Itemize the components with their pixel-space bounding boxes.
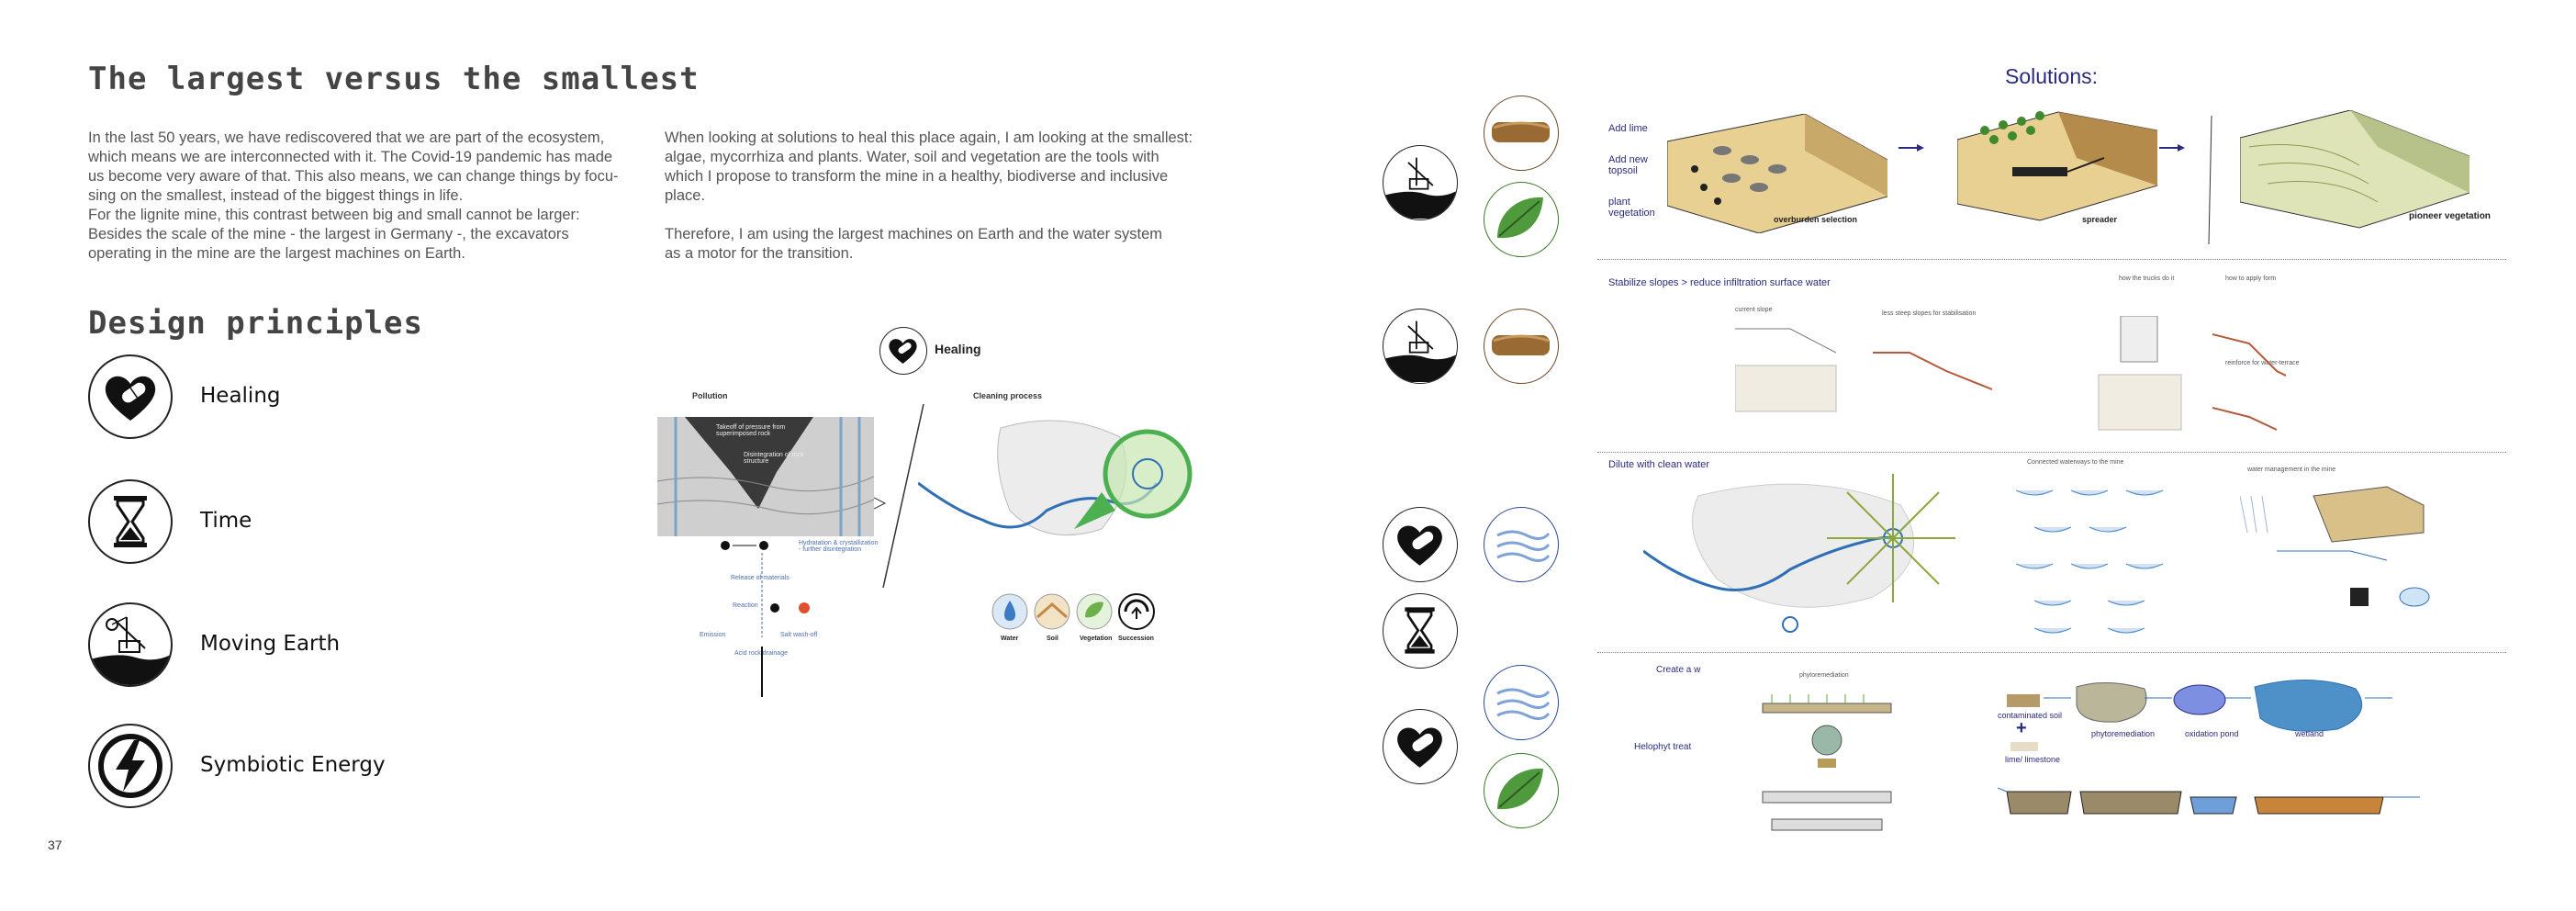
intro-line: sing on the smallest, instead of the biggest things in life. [88,187,464,204]
treatment-section [1998,782,2429,828]
plus-symbol: + [2016,718,2027,738]
row1-label-vegetation: plant vegetation [1608,197,1655,219]
excavator-icon [88,602,173,687]
intro-line: operating in the mine are the largest machines on Earth. [88,245,465,262]
intro-line: In the last 50 years, we have rediscovered that we are part of the ecosystem, [88,129,605,146]
note-apply-form: how to apply form [2225,276,2277,282]
intro-column-2 [665,129,1234,264]
note-phytoremediation: phytoremediation [1799,672,1849,679]
flow-label-wetland: wetland [2295,729,2324,738]
solutions-title: Solutions: [2005,64,2099,88]
principle-time-label: Time [200,509,252,533]
note-reaction: Reaction [733,602,758,609]
helophyt-sections [1753,691,1900,838]
note-emission: Emission [700,632,726,638]
note-connected-waterways: Connected waterways to the mine [2027,459,2124,466]
caption-pioneer: pioneer vegetation [2409,211,2491,221]
principle-symbiotic-energy-label: Symbiotic Energy [200,753,386,777]
principle-healing-label: Healing [200,384,281,408]
leaf-icon [1484,182,1559,257]
caption-spreader: spreader [2082,215,2118,224]
principles-title: Design principles [88,305,423,342]
tool-succession-icon [1118,593,1155,635]
slope-sections [1735,316,2286,435]
contaminated-soil-swatch [2007,694,2040,707]
note-hydration: Hydratation & crystallization - further disintegration [799,540,879,553]
note-release: Release of materials [731,575,790,581]
row1-label-topsoil: Add new topsoil [1608,154,1648,176]
hourglass-icon [1383,593,1458,669]
row-divider [1597,652,2506,653]
tool-soil-label: Soil [1047,635,1058,642]
water-management-sketch [2240,478,2460,615]
arrow-right-icon [2159,143,2187,152]
row1-label-lime: Add lime [1608,123,1648,134]
label-contaminated-soil: contaminated soil [1998,711,2063,720]
note-drainage: Acid rock drainage [734,650,788,657]
tool-vegetation-icon [1076,593,1113,635]
note-less-steep: less steep slopes for stabilisation [1882,310,1977,317]
leaf-icon [1484,753,1559,828]
principle-moving-earth-label: Moving Earth [200,632,341,656]
soil-icon [1484,309,1559,384]
spreader-block [1957,103,2157,222]
row-divider [1597,452,2506,453]
row2-title: Stabilize slopes > reduce infiltration surface water [1608,277,1831,288]
row4-title-wetland: Create a w [1656,665,1701,675]
intro-line: algae, mycorrhiza and plants. Water, soil and vegetation are the tools with [665,149,1159,165]
page-number: 37 [48,838,62,852]
soil-icon [1484,96,1559,171]
row-divider [1597,259,2506,260]
tool-water-icon [991,593,1028,635]
heart-bandage-icon [88,354,173,439]
page-title: The largest versus the smallest [88,61,700,97]
label-lime: lime/ limestone [2005,755,2061,764]
note-current-slope: current slope [1735,307,1773,313]
note-trucks: how the trucks do it [2119,276,2175,282]
lime-swatch [2010,742,2038,751]
lightning-icon [88,724,173,808]
tool-succession-label: Succession [1118,635,1154,642]
intro-line: Therefore, I am using the largest machines on Earth and the water system [665,226,1163,242]
pollution-process-arrows [679,536,845,711]
cleaning-process-label: Cleaning process [973,391,1043,400]
water-icon [1484,665,1559,740]
row4-title-helophyt: Helophyt treat [1634,742,1692,752]
hourglass-icon [88,479,173,564]
heart-bandage-icon [1383,507,1458,582]
intro-column-1 [88,129,639,264]
pollution-label: Pollution [692,391,728,400]
dilution-map [1643,468,1965,634]
water-icon [1484,507,1559,582]
tool-soil-icon [1034,593,1070,635]
note-washoff: Salt wash-off [780,632,818,638]
intro-line: place. [665,187,706,204]
tool-water-label: Water [1001,635,1019,642]
note-pressure: Takeoff of pressure from superimposed rock [716,424,786,437]
intro-line: When looking at solutions to heal this place again, I am looking at the smallest: [665,129,1193,146]
excavator-icon [1383,309,1458,384]
heart-bandage-icon [879,327,927,375]
intro-line: as a motor for the transition. [665,245,854,262]
tool-vegetation-label: Vegetation [1080,635,1113,642]
waterway-sections [2016,472,2200,647]
excavator-icon [1383,145,1458,220]
intro-line: which I propose to transform the mine in a healthy, biodiverse and inclusive [665,168,1169,185]
intro-line: Besides the scale of the mine - the largest in Germany -, the excavators [88,226,569,242]
flow-label-phyto: phytoremediation [2091,729,2156,738]
divider-line [2207,116,2216,244]
note-disintegration: Disintegration of rock structure [744,452,804,465]
healing-diagram-label: Healing [935,342,981,356]
arrow-right-icon [1898,143,1926,152]
note-reinforce: reinforce for water-terrace [2225,360,2300,366]
caption-overburden: overburden selection [1774,215,1858,224]
row3-title: Dilute with clean water [1608,459,1710,470]
note-water-management: water management in the mine [2247,467,2336,473]
flow-label-oxidation: oxidation pond [2185,729,2239,738]
intro-line: For the lignite mine, this contrast between big and small cannot be larger: [88,207,580,223]
intro-line: us become very aware of that. This also means, we can change things by focu- [88,168,619,185]
heart-bandage-icon [1383,709,1458,784]
intro-line: which means we are interconnected with it. The Covid-19 pandemic has made [88,149,613,165]
cleaning-process-map [918,410,1212,566]
